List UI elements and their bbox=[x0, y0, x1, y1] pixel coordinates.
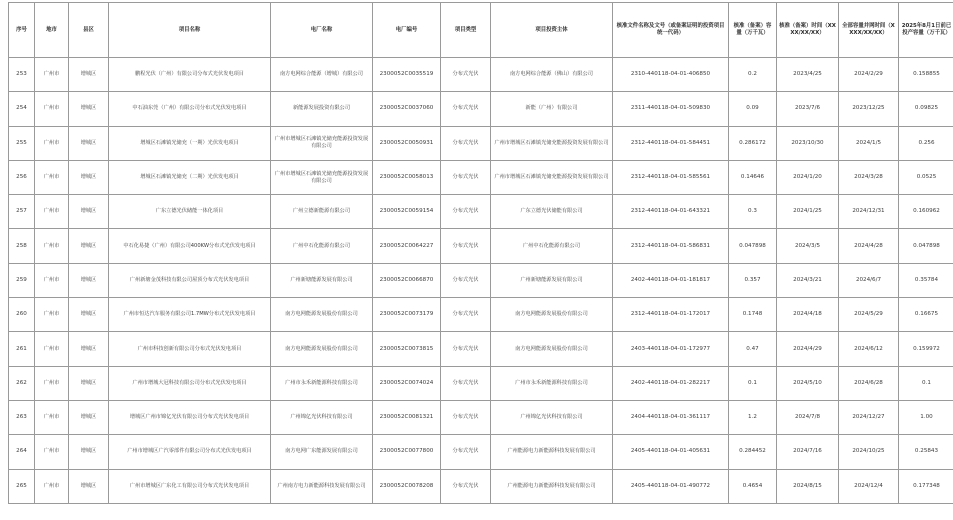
table-cell: 增城区 bbox=[69, 58, 109, 92]
table-cell: 2024/4/18 bbox=[777, 298, 839, 332]
table-cell: 2404-440118-04-01-361117 bbox=[613, 400, 729, 434]
table-cell: 2312-440118-04-01-585561 bbox=[613, 160, 729, 194]
table-cell: 广州市永禾新能源科技有限公司 bbox=[271, 366, 373, 400]
table-cell: 广州市永禾新能源科技有限公司 bbox=[491, 366, 613, 400]
table-cell: 0.284452 bbox=[729, 435, 777, 469]
table-cell: 0.160962 bbox=[899, 195, 953, 229]
table-row bbox=[9, 366, 953, 400]
table-row bbox=[9, 126, 953, 160]
table-cell: 南方电网广东能源发展有限公司 bbox=[271, 435, 373, 469]
table-cell: 2300052C0074024 bbox=[373, 366, 441, 400]
table-cell: 南方电网能源发展股份有限公司 bbox=[271, 298, 373, 332]
table-cell: 0.1 bbox=[899, 366, 953, 400]
table-row bbox=[9, 263, 953, 297]
table-cell: 增城区 bbox=[69, 435, 109, 469]
table-row bbox=[9, 469, 953, 503]
table-cell: 1.2 bbox=[729, 400, 777, 434]
column-header: 电厂编号 bbox=[373, 3, 441, 58]
table-cell: 增城区 bbox=[69, 160, 109, 194]
table-cell: 0.4654 bbox=[729, 469, 777, 503]
table-cell: 新能（广州）有限公司 bbox=[491, 92, 613, 126]
table-cell: 增城区 bbox=[69, 92, 109, 126]
table-cell: 广州市 bbox=[35, 160, 69, 194]
table-cell: 255 bbox=[9, 126, 35, 160]
table-cell: 南方电网能源发展股份有限公司 bbox=[271, 332, 373, 366]
table-cell: 2024/3/5 bbox=[777, 229, 839, 263]
table-cell: 0.286172 bbox=[729, 126, 777, 160]
table-cell: 2300052C0064227 bbox=[373, 229, 441, 263]
table-cell: 0.159972 bbox=[899, 332, 953, 366]
table-cell: 0.0525 bbox=[899, 160, 953, 194]
column-header: 地市 bbox=[35, 3, 69, 58]
table-cell: 中石油东莞（广州）有限公司分布式光伏发电项目 bbox=[109, 92, 271, 126]
table-cell: 广州能源电力新能源科技发展有限公司 bbox=[491, 435, 613, 469]
table-cell: 2024/6/12 bbox=[839, 332, 899, 366]
table-cell: 2300052C0037060 bbox=[373, 92, 441, 126]
table-cell: 广州锦亿光伏科技有限公司 bbox=[491, 400, 613, 434]
table-cell: 广州市 bbox=[35, 195, 69, 229]
table-cell: 0.09 bbox=[729, 92, 777, 126]
table-cell: 增城区石滩镇光储充（二期）光伏发电项目 bbox=[109, 160, 271, 194]
table-cell: 南方电网能源发展股份有限公司 bbox=[491, 332, 613, 366]
table-cell: 2312-440118-04-01-586831 bbox=[613, 229, 729, 263]
table-cell: 新能源发展投资有限公司 bbox=[271, 92, 373, 126]
table-cell: 2402-440118-04-01-181817 bbox=[613, 263, 729, 297]
table-cell: 分布式光伏 bbox=[441, 58, 491, 92]
table-row bbox=[9, 435, 953, 469]
table-row bbox=[9, 160, 953, 194]
table-cell: 2310-440118-04-01-406850 bbox=[613, 58, 729, 92]
table-cell: 南方电网能源发展股份有限公司 bbox=[491, 298, 613, 332]
table-cell: 中石化易捷（广州）有限公司400KW分布式光伏发电项目 bbox=[109, 229, 271, 263]
table-cell: 0.09825 bbox=[899, 92, 953, 126]
table-cell: 南方电网综合能源（佛山）有限公司 bbox=[491, 58, 613, 92]
table-cell: 2300052C0050931 bbox=[373, 126, 441, 160]
table-cell: 0.25843 bbox=[899, 435, 953, 469]
table-cell: 260 bbox=[9, 298, 35, 332]
table-cell: 2023/10/30 bbox=[777, 126, 839, 160]
table-row bbox=[9, 58, 953, 92]
table-cell: 广州市 bbox=[35, 366, 69, 400]
table-cell: 分布式光伏 bbox=[441, 126, 491, 160]
table-cell: 2023/4/25 bbox=[777, 58, 839, 92]
table-cell: 广州立德新能源有限公司 bbox=[271, 195, 373, 229]
table-cell: 2300052C0058013 bbox=[373, 160, 441, 194]
table-cell: 增城区 bbox=[69, 229, 109, 263]
table-cell: 广州市 bbox=[35, 229, 69, 263]
table-cell: 分布式光伏 bbox=[441, 400, 491, 434]
table-cell: 2300052C0077800 bbox=[373, 435, 441, 469]
table-cell: 2300052C0073179 bbox=[373, 298, 441, 332]
table-cell: 广州市增城区石滩镇光储充能源投资发展有限公司 bbox=[271, 126, 373, 160]
table-cell: 广州市 bbox=[35, 298, 69, 332]
table-row bbox=[9, 92, 953, 126]
table-cell: 2312-440118-04-01-172017 bbox=[613, 298, 729, 332]
table-cell: 0.35784 bbox=[899, 263, 953, 297]
table-cell: 2024/1/25 bbox=[777, 195, 839, 229]
table-cell: 分布式光伏 bbox=[441, 298, 491, 332]
column-header: 县区 bbox=[69, 3, 109, 58]
column-header: 全部容量并网时间（XXXX/XX/XX） bbox=[839, 3, 899, 58]
table-cell: 广州新塘能源发展有限公司 bbox=[491, 263, 613, 297]
table-cell: 广州能源电力新能源科技发展有限公司 bbox=[491, 469, 613, 503]
table-cell: 增城区 bbox=[69, 195, 109, 229]
column-header: 电厂名称 bbox=[271, 3, 373, 58]
table-cell: 广州市 bbox=[35, 92, 69, 126]
table-cell: 2024/6/28 bbox=[839, 366, 899, 400]
column-header: 序号 bbox=[9, 3, 35, 58]
table-cell: 2024/12/4 bbox=[839, 469, 899, 503]
table-cell: 2300052C0059154 bbox=[373, 195, 441, 229]
table-cell: 增城区 bbox=[69, 126, 109, 160]
table-cell: 分布式光伏 bbox=[441, 332, 491, 366]
table-header-row bbox=[9, 3, 953, 58]
table-cell: 2300052C0073815 bbox=[373, 332, 441, 366]
table-cell: 2300052C0035519 bbox=[373, 58, 441, 92]
table-cell: 广州市 bbox=[35, 469, 69, 503]
table-cell: 2311-440118-04-01-509830 bbox=[613, 92, 729, 126]
table-cell: 0.47 bbox=[729, 332, 777, 366]
table-cell: 2300052C0078208 bbox=[373, 469, 441, 503]
table-cell: 254 bbox=[9, 92, 35, 126]
table-cell: 2300052C0066870 bbox=[373, 263, 441, 297]
table-cell: 2024/5/29 bbox=[839, 298, 899, 332]
table-cell: 增城区 bbox=[69, 263, 109, 297]
table-cell: 分布式光伏 bbox=[441, 366, 491, 400]
table-cell: 增城区 bbox=[69, 469, 109, 503]
table-cell: 2312-440118-04-01-643321 bbox=[613, 195, 729, 229]
table-cell: 广州南方电力新能源科技发展有限公司 bbox=[271, 469, 373, 503]
table-cell: 广州市增城区石滩镇光储充能源投资发展有限公司 bbox=[271, 160, 373, 194]
table-cell: 广州中石化能源有限公司 bbox=[491, 229, 613, 263]
table-cell: 增城区 bbox=[69, 366, 109, 400]
table-cell: 广州市科技创新有限公司分布式光伏发电项目 bbox=[109, 332, 271, 366]
table-row bbox=[9, 332, 953, 366]
table-cell: 2024/8/15 bbox=[777, 469, 839, 503]
table-row bbox=[9, 195, 953, 229]
table-cell: 广州市 bbox=[35, 58, 69, 92]
table-cell: 分布式光伏 bbox=[441, 160, 491, 194]
table-cell: 分布式光伏 bbox=[441, 435, 491, 469]
table-cell: 广州锦亿光伏科技有限公司 bbox=[271, 400, 373, 434]
table-cell: 257 bbox=[9, 195, 35, 229]
column-header: 2025年8月1日前已投产容量（万千瓦） bbox=[899, 3, 953, 58]
column-header: 核准（备案）时间（XXXX/XX/XX） bbox=[777, 3, 839, 58]
table-cell: 广州新塘金茂科技有限公司屋顶分布式光伏发电项目 bbox=[109, 263, 271, 297]
table-cell: 265 bbox=[9, 469, 35, 503]
table-cell: 263 bbox=[9, 400, 35, 434]
table-cell: 0.047898 bbox=[899, 229, 953, 263]
table-cell: 广州市增城区广汽零部件有限公司分布式光伏发电项目 bbox=[109, 435, 271, 469]
table-cell: 广州市 bbox=[35, 400, 69, 434]
table-cell: 2024/1/5 bbox=[839, 126, 899, 160]
table-cell: 0.047898 bbox=[729, 229, 777, 263]
table-cell: 增城区广州市锦亿光伏有限公司分布式光伏发电项目 bbox=[109, 400, 271, 434]
table-cell: 广州市增城区石滩镇光储充能源投资发展有限公司 bbox=[491, 160, 613, 194]
table-cell: 2023/12/25 bbox=[839, 92, 899, 126]
table-cell: 0.3 bbox=[729, 195, 777, 229]
table-cell: 广州新塘能源发展有限公司 bbox=[271, 263, 373, 297]
table-cell: 广州市 bbox=[35, 126, 69, 160]
table-cell: 南方电网综合能源（增城）有限公司 bbox=[271, 58, 373, 92]
column-header: 项目名称 bbox=[109, 3, 271, 58]
table-cell: 253 bbox=[9, 58, 35, 92]
table-cell: 广州市恒达汽车服务有限公司1.7MW分布式光伏发电项目 bbox=[109, 298, 271, 332]
table-cell: 0.1748 bbox=[729, 298, 777, 332]
table-cell: 广州市增城区广东化工有限公司分布式光伏发电项目 bbox=[109, 469, 271, 503]
table-cell: 2024/10/25 bbox=[839, 435, 899, 469]
table-cell: 2024/2/29 bbox=[839, 58, 899, 92]
column-header: 核准文件名称及文号（或备案证明的投资项目统一代码） bbox=[613, 3, 729, 58]
table-cell: 0.256 bbox=[899, 126, 953, 160]
table-cell: 2403-440118-04-01-172977 bbox=[613, 332, 729, 366]
table-cell: 增城区 bbox=[69, 298, 109, 332]
table-cell: 分布式光伏 bbox=[441, 195, 491, 229]
table-cell: 2024/1/20 bbox=[777, 160, 839, 194]
table-cell: 广东立德光伏储能有限公司 bbox=[491, 195, 613, 229]
table-cell: 0.14646 bbox=[729, 160, 777, 194]
table-cell: 0.2 bbox=[729, 58, 777, 92]
table-cell: 广州市 bbox=[35, 263, 69, 297]
table-cell: 0.1 bbox=[729, 366, 777, 400]
table-cell: 增城区 bbox=[69, 400, 109, 434]
table-cell: 分布式光伏 bbox=[441, 92, 491, 126]
table-cell: 广州市增城区石滩镇光储充能源投资发展有限公司 bbox=[491, 126, 613, 160]
table-cell: 分布式光伏 bbox=[441, 263, 491, 297]
table-cell: 2024/5/10 bbox=[777, 366, 839, 400]
column-header: 核准（备案）容量（万千瓦） bbox=[729, 3, 777, 58]
table-cell: 鹏程光伏（广州）有限公司分布式光伏发电项目 bbox=[109, 58, 271, 92]
table-cell: 广州中石化能源有限公司 bbox=[271, 229, 373, 263]
table-cell: 0.357 bbox=[729, 263, 777, 297]
table-cell: 258 bbox=[9, 229, 35, 263]
table-cell: 广州市 bbox=[35, 435, 69, 469]
table-cell: 2023/7/6 bbox=[777, 92, 839, 126]
table-row bbox=[9, 298, 953, 332]
table-cell: 2024/4/29 bbox=[777, 332, 839, 366]
table-cell: 2312-440118-04-01-584451 bbox=[613, 126, 729, 160]
table-cell: 1.00 bbox=[899, 400, 953, 434]
table-cell: 广东立德光伏储能一体化项目 bbox=[109, 195, 271, 229]
table-row bbox=[9, 400, 953, 434]
table-cell: 0.16675 bbox=[899, 298, 953, 332]
table-cell: 256 bbox=[9, 160, 35, 194]
column-header: 项目投资主体 bbox=[491, 3, 613, 58]
table-cell: 分布式光伏 bbox=[441, 229, 491, 263]
project-table bbox=[8, 2, 953, 504]
table-row bbox=[9, 229, 953, 263]
table-cell: 261 bbox=[9, 332, 35, 366]
column-header: 项目类型 bbox=[441, 3, 491, 58]
table-cell: 2024/12/31 bbox=[839, 195, 899, 229]
table-cell: 2024/4/28 bbox=[839, 229, 899, 263]
table-cell: 增城区 bbox=[69, 332, 109, 366]
table-cell: 264 bbox=[9, 435, 35, 469]
table-cell: 广州市 bbox=[35, 332, 69, 366]
table-cell: 262 bbox=[9, 366, 35, 400]
table-cell: 0.158855 bbox=[899, 58, 953, 92]
table-cell: 2024/7/8 bbox=[777, 400, 839, 434]
table-cell: 2405-440118-04-01-405631 bbox=[613, 435, 729, 469]
table-cell: 分布式光伏 bbox=[441, 469, 491, 503]
table-cell: 2024/3/21 bbox=[777, 263, 839, 297]
table-cell: 2024/12/27 bbox=[839, 400, 899, 434]
table-cell: 2024/3/28 bbox=[839, 160, 899, 194]
table-cell: 259 bbox=[9, 263, 35, 297]
table-cell: 2024/7/16 bbox=[777, 435, 839, 469]
table-cell: 0.177348 bbox=[899, 469, 953, 503]
table-cell: 增城区石滩镇光储充（一期）光伏发电项目 bbox=[109, 126, 271, 160]
table-cell: 2024/6/7 bbox=[839, 263, 899, 297]
table-cell: 2300052C0081321 bbox=[373, 400, 441, 434]
table-cell: 2405-440118-04-01-490772 bbox=[613, 469, 729, 503]
table-cell: 广州市增城大冠科技有限公司分布式光伏发电项目 bbox=[109, 366, 271, 400]
table-cell: 2402-440118-04-01-282217 bbox=[613, 366, 729, 400]
